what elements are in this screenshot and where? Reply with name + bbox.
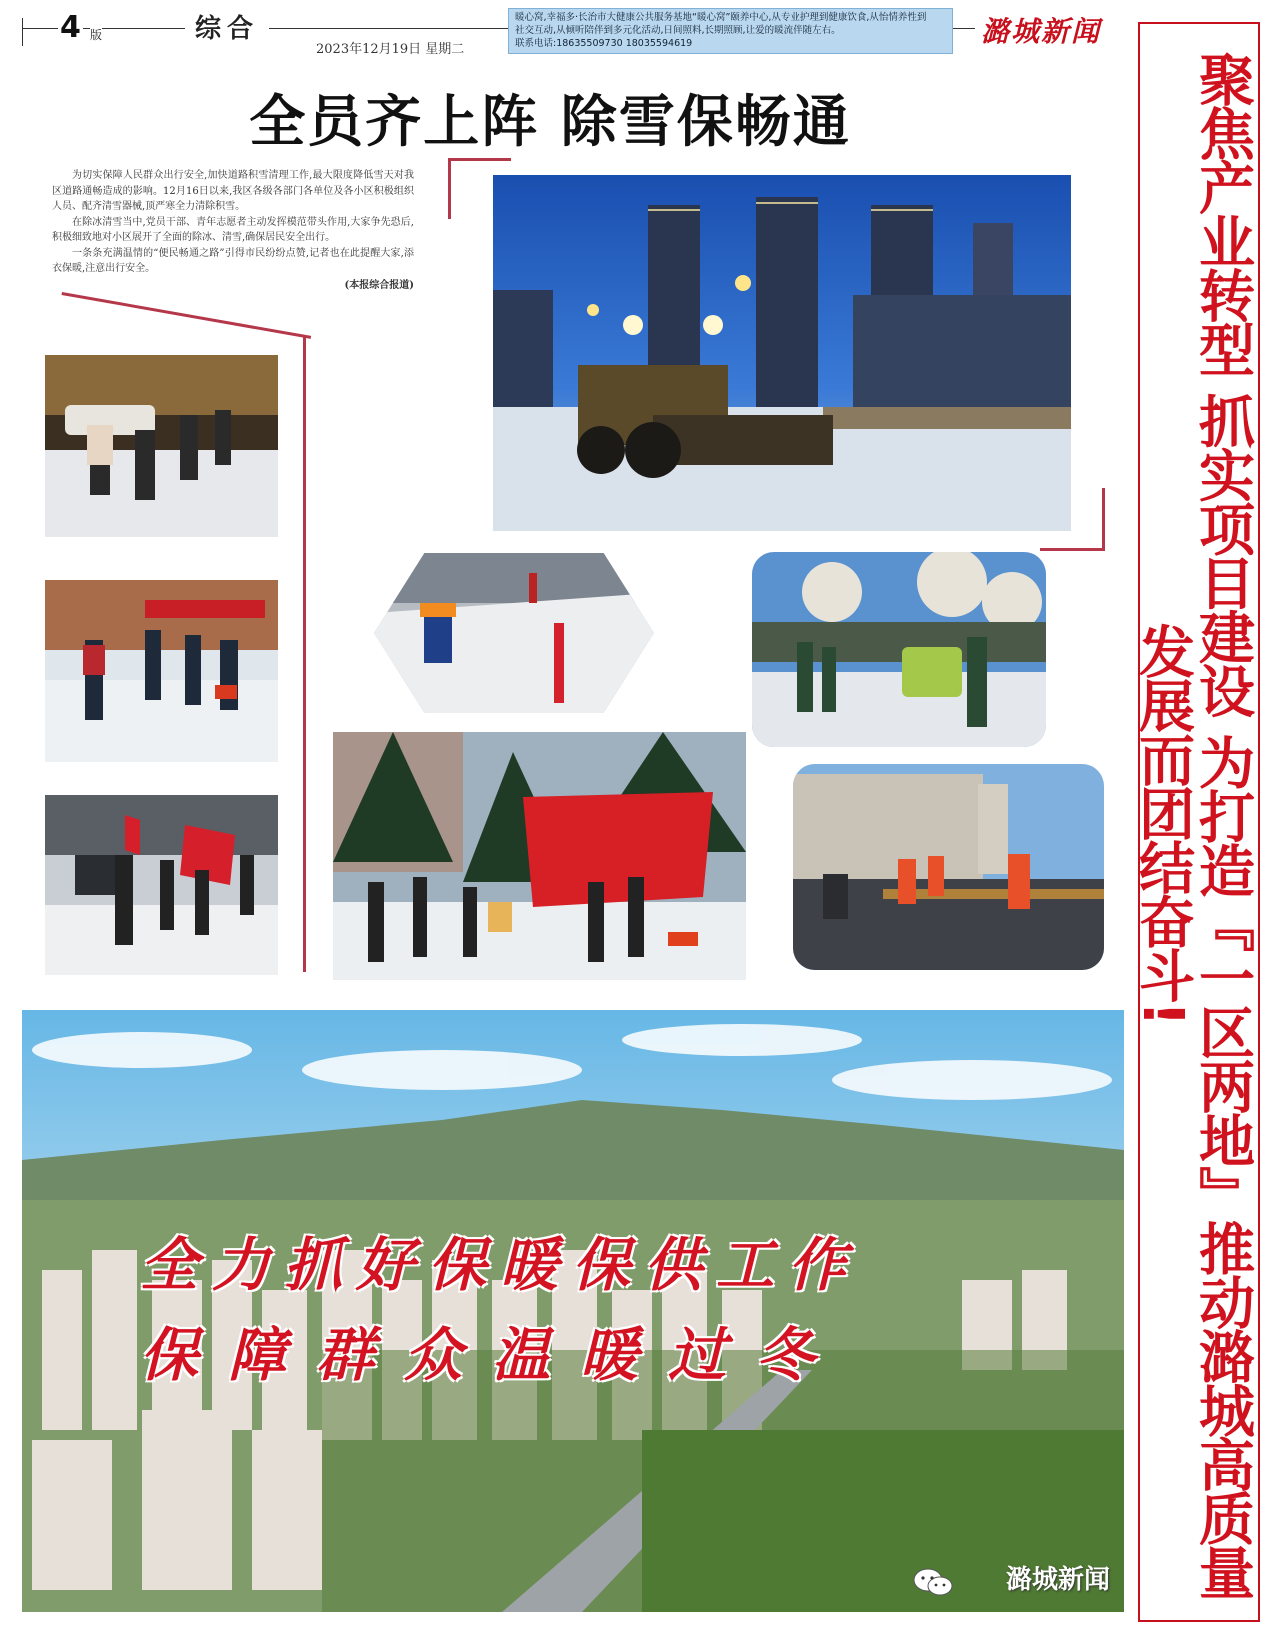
feature-city-aerial [22,1010,1124,1612]
article-headline: 全员齐上阵 除雪保畅通 [249,90,851,155]
ad-contact-numbers: 18635509730 18035594619 [556,38,693,49]
article-paragraph: 在除冰清雪当中,党员干部、青年志愿者主动发挥模范带头作用,大家争先恐后,积极细致地对小区展开了全面的除冰、清雪,确保居民安全出行。 [52,216,414,243]
photo-worker-hexagon [374,553,654,713]
photo-flag-team [45,795,278,975]
decorative-vertical-line [303,336,306,972]
ad-contact-row [515,37,946,50]
page-number: 4 [60,10,81,45]
decorative-diagonal-line [61,292,311,339]
photo-volunteers-street [45,580,278,762]
photo-residents-shoveling [45,355,278,537]
photo-orange-vest-workers [793,764,1104,970]
watermark: 潞城新闻 [1005,1565,1110,1595]
advertisement-box [508,8,953,54]
photo-party-flag-plaza [333,732,746,980]
article-paragraph: 一条条充满温情的“便民畅通之路”引得市民纷纷点赞,记者也在此提醒大家,添衣保暖,注意出行安全。 [52,247,414,274]
article-source: (本报综合报道) [344,279,414,291]
photo-sanitation-workers [752,552,1046,747]
photo-snow-plow-night [493,175,1071,531]
wechat-icon [912,1566,954,1598]
section-title: 综合 [185,14,269,44]
feature-slogan-line-1: 全力抓好保暖保供工作 [140,1231,861,1299]
article-paragraph: 为切实保障人民群众出行安全,加快道路积雪清理工作,最大限度降低雪天对我区道路通畅造成的影响。12月16日以来,我区各级各部门各单位及各小区积极组织人员、配齐清雪器械,顶严寒全力清除积雪。 [52,170,414,212]
ad-line-1: 暖心窝,幸福多·长治市大健康公共服务基地“暖心窝”颐养中心,从专业护理到健康饮食,从怡情养性到 [515,12,927,23]
ad-contact-label: 联系电话: [515,38,557,49]
feature-slogan-line-2: 保障群众温暖过冬 [140,1321,845,1389]
page-unit: 版 [90,28,103,42]
ad-line-2: 社交互动,从倾听陪伴到多元化活动,日间照料,长期照顾,让爱的暖流伴随左右。 [515,25,841,36]
article-body [52,168,414,293]
issue-date: 2023年12月19日 星期二 [312,38,468,57]
header-rule-tick [22,18,23,46]
masthead-logo: 潞城新闻 [975,10,1107,50]
vertical-slogan: 聚焦产业转型 抓实项目建设 为打造『一区两地』推动潞城高质量发展而团结奋斗! [1130,50,1255,1598]
